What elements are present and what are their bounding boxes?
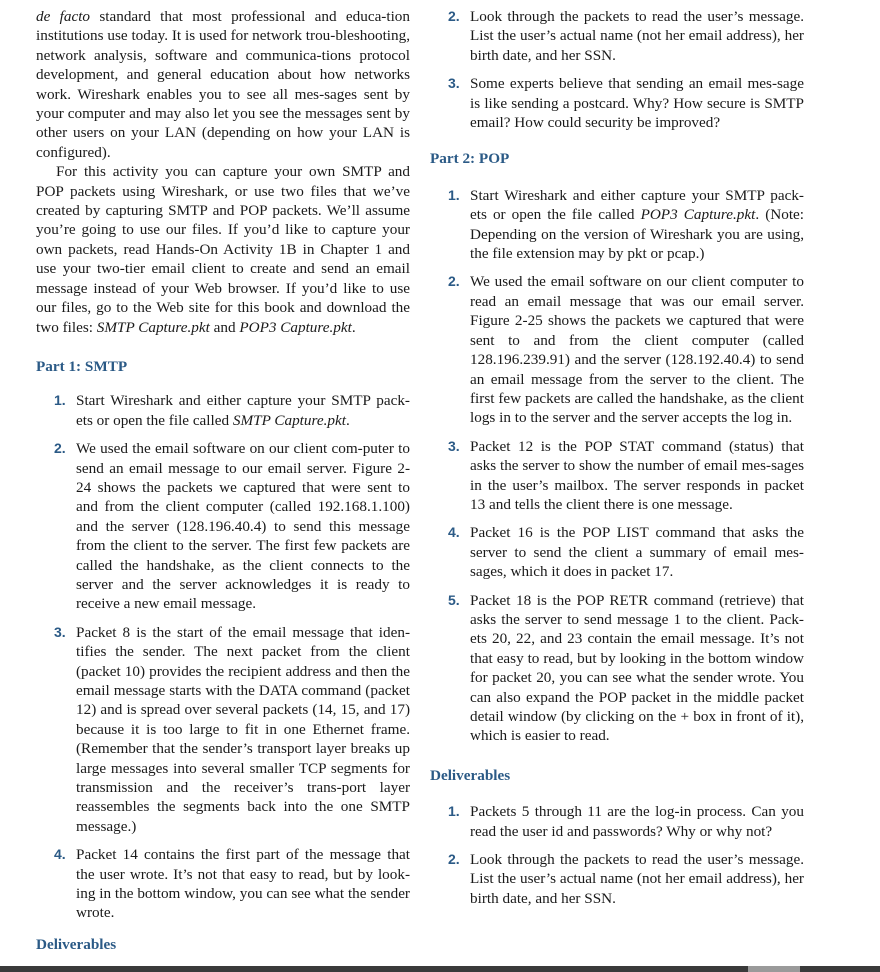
de-facto-italic: de facto [36,8,91,25]
right-column [430,7,804,908]
part1-deliverables-continued [430,7,804,132]
list-item: 4. Packet 16 is the POP LIST command that asks the server to send the client a summary of email mes-sages, which it does in packet 17. [448,524,804,581]
list-item: 2. We used the email software on our client com-puter to send an email message to our email server. Figure 2-24 shows the packets we captured that were sent to and from the client computer (called 192.168.1.100) and the server (128.196.40.4) to send this message from the client to the server. The first few packets are called the handshake, as the client connects to the server and the server acknowledges it is ready to receive a new email message. [54,440,410,613]
intro-text: standard that most professional and educa-tion institutions use today. It is used for network trou-bleshooting, network analysis, software and communica-tions protocol development, and general education about how networks work. Wireshark enables you to see all mes-sages sent by your computer and may also let you see the messages sent by other users on your LAN (depending on how your LAN is configured). [36,8,410,161]
list-item: 3. Some experts believe that sending an email mes-sage is like sending a postcard. Why? How secure is SMTP email? How could security be improved? [448,75,804,132]
horizontal-scrollbar[interactable] [0,966,880,972]
list-item: 3. Packet 8 is the start of the email message that iden-tifies the sender. The next packet from the client (packet 10) provides the recipient address and then the email message starts with the DATA command (packet 12) and is spread over several packets (14, 15, and 17) because it is too large to fit in one Ethernet frame. (Remember that the sender’s transport layer breaks up large messages into several smaller TCP segments for transmission and the receiver’s trans-port layer reassembles the segments back into the one SMTP message.) [54,623,410,835]
part2-heading: Part 2: POP [430,150,510,168]
part2-list [430,186,804,746]
list-item: 4. Packet 14 contains the first part of the message that the user wrote. It’s not that easy to read, but by look-ing in the bottom window, you can see what the sender wrote. [54,846,410,922]
list-item: 1. Start Wireshark and either capture your SMTP pack-ets or open the file called POP3 Capture.pkt. (Note: Depending on the version of Wireshark you are using, the file extension may by pkt or pcap.) [448,186,805,263]
intro-paragraph [36,7,410,162]
list-item: 1. Start Wireshark and either capture your SMTP pack-ets or open the file called SMTP Capture.pkt. [54,392,410,429]
smtp-file-name: SMTP Capture.pkt [96,318,210,336]
part1-heading: Part 1: SMTP [36,357,128,375]
list-item: 2. We used the email software on our client computer to read an email message that was our email server. Figure 2-25 shows the packets we captured that were sent to and from the client computer (called 128.196.239.91) and the server (128.192.40.4) to send an email message from the server to the client. The first few packets are called the handshake, as the client logs in to the server and the server accepts the log in. [448,273,804,427]
part1-list [36,391,410,923]
part2-deliverables-list [430,802,804,908]
list-item: 2. Look through the packets to read the user’s message. List the user’s actual name (not her email address), her birth date, and her SSN. [448,851,804,907]
pop3-file-name: POP3 Capture.pkt [239,318,352,336]
list-item: 1. Packets 5 through 11 are the log-in process. Can you read the user id and passwords? Why or why not? [448,803,804,840]
list-item: 5. Packet 18 is the POP RETR command (retrieve) that asks the server to send message 1 to the client. Pack-ets 20, 22, and 23 contain the email message. It’s not that easy to read, but by looking in the bottom window for packet 20, you can see what the sender wrote. You can also expand the POP packet in the middle packet detail window (by clicking on the + box in front of it), which is easier to read. [448,591,804,745]
list-item: 3. Packet 12 is the POP STAT command (status) that asks the server to show the number of email mes-sages in the user’s mailbox. The server responds in packet 13 and tells the client there is one message. [448,437,804,513]
scrollbar-thumb[interactable] [748,966,800,972]
deliverables-heading-left: Deliverables [36,935,117,953]
activity-paragraph: For this activity you can capture your own SMTP and POP packets using Wireshark, or use two files that we’ve created by capturing SMTP and POP packets. We’ll assume you’re going to use our files. If you’d like to capture your own packets, read Hands-On Activity 1B in Chapter 1 and use your two-tier email client to create and send an email message instead of your Web browser. If you’d like to use our files, go to the Web site for this book and download the two files: SMTP Capture.pkt and POP3 Capture.pkt. [36,163,410,336]
left-column [36,7,410,954]
deliverables-heading-right: Deliverables [430,766,511,784]
list-item: 2. Look through the packets to read the user’s message. List the user’s actual name (not her email address), her birth date, and her SSN. [448,8,804,64]
